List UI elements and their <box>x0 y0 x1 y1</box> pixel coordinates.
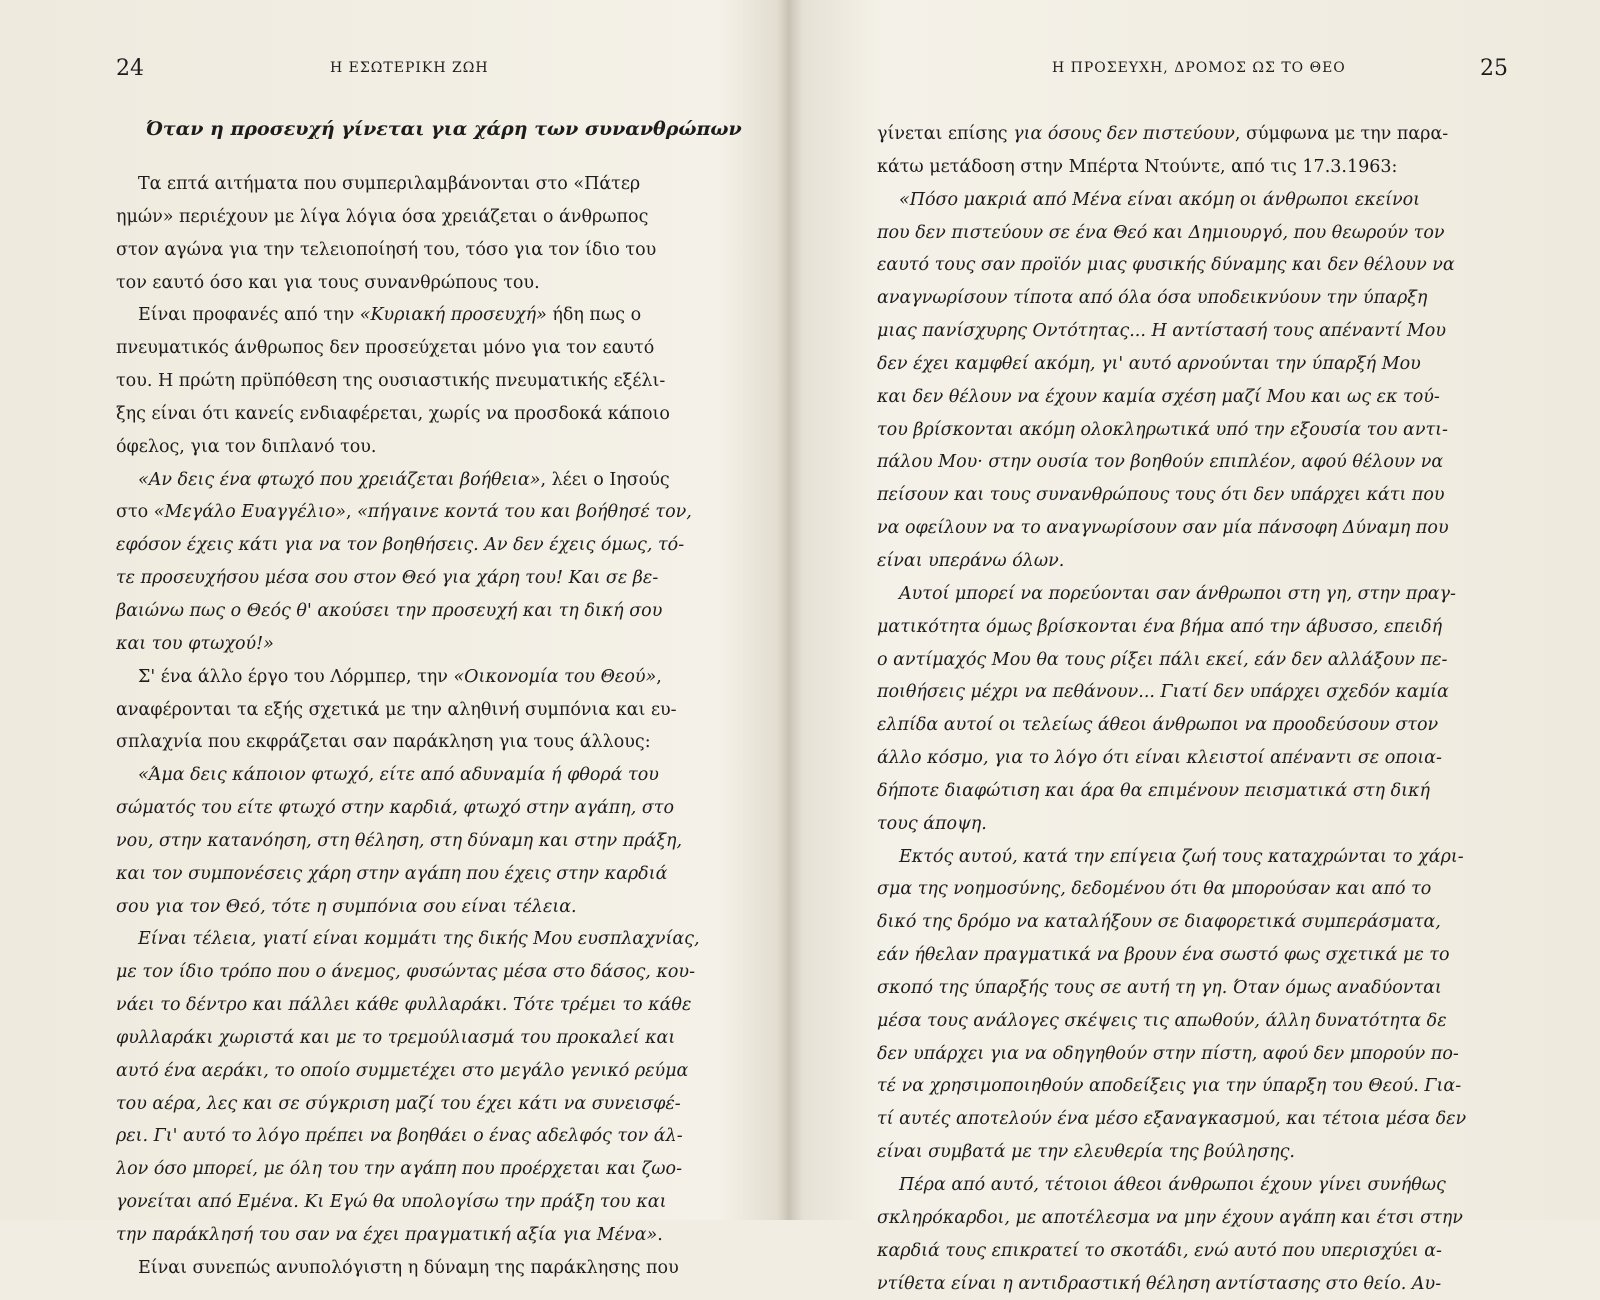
text-line <box>116 858 728 891</box>
text-run: , <box>345 502 358 523</box>
text-line <box>116 201 728 234</box>
right-page-body <box>877 118 1511 1300</box>
italic-text: ματικότητα όμως βρίσκονται ένα βήμα από την άβυσσο, επειδή <box>877 616 1443 637</box>
italic-text: «Αν δεις ένα φτωχό που χρειάζεται βοήθεια» <box>138 469 541 490</box>
text-line <box>116 891 728 924</box>
text-line <box>877 1235 1511 1268</box>
text-run: Σ' ένα άλλο έργο του Λόρμπερ, την <box>138 666 454 687</box>
text-line <box>116 825 728 858</box>
text-line <box>116 1022 728 1055</box>
italic-text: σκληρόκαρδοι, με αποτέλεσμα να μην έχουν αγάπη και έτσι στην <box>877 1207 1463 1228</box>
text-line <box>877 282 1511 315</box>
italic-text: σκοπό της ύπαρξής τους σε αυτή τη γη. Όταν όμως αναδύονται <box>877 977 1442 998</box>
text-line <box>116 1219 728 1252</box>
text-run: ξης είναι ότι κανείς ενδιαφέρεται, χωρίς να προσδοκά κάποιο <box>116 403 670 424</box>
italic-text: ο αντίμαχός Μου θα τους ρίξει πάλι εκεί, εάν δεν αλλάξουν πε- <box>877 649 1448 670</box>
text-line <box>116 661 728 694</box>
text-run: πνευματικός άνθρωπος δεν προσεύχεται μόνο για τον εαυτό <box>116 338 655 359</box>
text-run: Είναι συνεπώς ανυπολόγιστη η δύναμη της παράκλησης που <box>138 1257 679 1278</box>
text-line <box>116 989 728 1022</box>
italic-text: Πέρα από αυτό, τέτοιοι άθεοι άνθρωποι έχουν γίνει συνήθως <box>899 1175 1446 1195</box>
italic-text: νου, στην κατανόηση, στη θέληση, στη δύναμη και στην πράξη, <box>116 830 683 851</box>
page-number: 25 <box>1480 56 1508 81</box>
italic-text: αναγνωρίσουν τίποτα από όλα όσα υποδεικνύουν την ύπαρξη <box>877 288 1428 309</box>
italic-text: δεν υπάρχει για να οδηγηθούν στην πίστη, αφού δεν μπορούν πο- <box>877 1043 1459 1064</box>
italic-text: καρδιά τους επικρατεί το σκοτάδι, ενώ αυτό που υπερισχύει α- <box>877 1240 1442 1261</box>
text-run: τον εαυτό όσο και για τους συνανθρώπους του. <box>116 272 540 293</box>
italic-text: ελπίδα αυτοί οι τελείως άθεοι άνθρωποι να προοδεύσουν στον <box>877 715 1439 736</box>
text-run: , σύμφωνα με την παρα- <box>1234 124 1449 144</box>
italic-text: δήποτε διαφώτιση και άρα θα επιμένουν πεισματικά στη δική <box>877 780 1430 801</box>
text-line <box>116 923 728 956</box>
italic-text: εαυτό τους σαν προϊόν μιας φυσικής δύναμης και δεν θέλουν να <box>877 255 1455 276</box>
text-run: , <box>656 666 662 687</box>
italic-text: άλλο κόσμο, για το λόγο ότι είναι κλειστοί απέναντι σε οποια- <box>877 748 1442 769</box>
italic-text: τί αυτές αποτελούν ένα μέσο εξαναγκασμού, και τέτοια μέσα δεν <box>877 1109 1467 1130</box>
italic-text: μέσα τους ανάλογες σκέψεις τις απωθούν, άλλη δυνατότητα δε <box>877 1010 1447 1031</box>
italic-text: είναι συμβατά με την ελευθερία της βούλησης. <box>877 1142 1295 1163</box>
text-line <box>877 151 1511 184</box>
italic-text: ντίθετα είναι η αντιδραστική θέληση αντίστασης στο θείο. Αυ- <box>877 1273 1442 1294</box>
text-line <box>877 1070 1511 1103</box>
text-run: αναφέρονται τα εξής σχετικά με την αληθινή συμπόνια και ευ- <box>116 699 677 720</box>
text-run: γίνεται επίσης <box>877 124 1014 144</box>
italic-text: με τον ίδιο τρόπο που ο άνεμος, φυσώντας μέσα στο δάσος, κου- <box>116 962 695 983</box>
italic-text: εάν ήθελαν πραγματικά να βρουν ένα σωστό φως σχετικά με το <box>877 945 1450 966</box>
text-line <box>877 381 1511 414</box>
text-line <box>877 1169 1511 1202</box>
italic-text: που δεν πιστεύουν σε ένα Θεό και Δημιουργό, που θεωρούν τον <box>877 222 1445 243</box>
text-line <box>116 562 728 595</box>
text-line <box>877 184 1511 217</box>
italic-text: του αέρα, λες και σε σύγκριση μαζί του έχει κάτι να συνεισφέ- <box>116 1093 681 1114</box>
italic-text: και τον συμπονέσεις χάρη στην αγάπη που έχεις στην καρδιά <box>116 863 668 884</box>
text-run: όφελος, για τον διπλανό του. <box>116 436 377 457</box>
text-line <box>877 1038 1511 1071</box>
text-line <box>877 611 1511 644</box>
text-line <box>116 792 728 825</box>
left-page <box>0 0 790 1278</box>
italic-text: μιας πανίσχυρης Οντότητας... Η αντίστασή τους απέναντί Μου <box>877 321 1446 342</box>
text-line <box>116 759 728 792</box>
text-run: ημών» περιέχουν με λίγα λόγια όσα χρειάζεται ο άνθρωπος <box>116 206 649 227</box>
italic-text: «Μεγάλο Ευαγγέλιο» <box>153 502 346 523</box>
text-line <box>116 1153 728 1186</box>
text-line <box>116 1088 728 1121</box>
text-line <box>877 742 1511 775</box>
text-line <box>877 414 1511 447</box>
italic-text: είναι υπεράνω όλων. <box>877 550 1065 571</box>
italic-text: εφόσον έχεις κάτι για να τον βοηθήσεις. Αν δεν έχεις όμως, τό- <box>116 535 685 556</box>
text-line <box>877 446 1511 479</box>
italic-text: Είναι τέλεια, γιατί είναι κομμάτι της δικής Μου ευσπλαχνίας, <box>138 929 700 950</box>
text-run: του. Η πρώτη πρϋπόθεση της ουσιαστικής πνευματικής εξέλι- <box>116 371 666 392</box>
text-line <box>116 956 728 989</box>
text-line <box>877 972 1511 1005</box>
text-line <box>877 1268 1511 1300</box>
text-line <box>877 873 1511 906</box>
italic-text: τέ να χρησιμοποιηθούν αποδείξεις για την ύπαρξη του Θεού. Για- <box>877 1076 1462 1097</box>
text-run: σπλαχνία που εκφράζεται σαν παράκληση για τους άλλους: <box>116 732 651 753</box>
text-run: Τα επτά αιτήματα που συμπεριλαμβάνονται στο «Πάτερ <box>138 174 641 194</box>
text-line <box>877 249 1511 282</box>
left-page-body <box>116 168 728 1285</box>
text-line <box>877 545 1511 578</box>
text-line <box>877 118 1511 151</box>
italic-text: «πήγαινε κοντά του και βοήθησέ τον, <box>357 502 692 523</box>
text-line <box>116 595 728 628</box>
text-line <box>116 726 728 759</box>
italic-text: και του φτωχού!» <box>116 633 274 654</box>
text-line <box>116 1252 728 1285</box>
text-line <box>116 1186 728 1219</box>
text-line <box>116 299 728 332</box>
page-number: 24 <box>116 56 144 81</box>
italic-text: ποιθήσεις μέχρι να πεθάνουν... Γιατί δεν υπάρχει σχεδόν καμία <box>877 682 1449 703</box>
text-run: . <box>657 1225 663 1245</box>
text-line <box>116 1055 728 1088</box>
text-line <box>116 365 728 398</box>
italic-text: να οφείλουν να το αναγνωρίσουν σαν μία πάνσοφη Δύναμη που <box>877 518 1449 539</box>
italic-text: σου για τον Θεό, τότε η συμπόνια σου είναι τέλεια. <box>116 896 577 917</box>
text-line <box>877 578 1511 611</box>
text-line <box>877 479 1511 512</box>
text-line <box>877 644 1511 677</box>
text-line <box>877 841 1511 874</box>
italic-text: βαιώνω πως ο Θεός θ' ακούσει την προσευχή και τη δική σου <box>116 600 663 621</box>
text-line <box>116 431 728 464</box>
text-run: κάτω μετάδοση στην Μπέρτα Ντούντε, από τις 17.3.1963: <box>877 156 1398 177</box>
italic-text: «Κυριακή προσευχή» <box>359 305 547 326</box>
italic-text: νάει το δέντρο και πάλλει κάθε φυλλαράκι. Τότε τρέμει το κάθε <box>116 995 692 1016</box>
italic-text: ρει. Γι' αυτό το λόγο πρέπει να βοηθάει ο ένας αδελφός τον άλ- <box>116 1126 683 1147</box>
text-line <box>877 1136 1511 1169</box>
text-line <box>116 529 728 562</box>
text-line <box>877 512 1511 545</box>
text-line <box>877 1005 1511 1038</box>
italic-text: «Πόσο μακριά από Μένα είναι ακόμη οι άνθρωποι εκείνοι <box>899 189 1421 210</box>
section-heading: Όταν η προσευχή γίνεται για χάρη των συνανθρώπων <box>146 118 742 140</box>
text-line <box>877 808 1511 841</box>
italic-text: Εκτός αυτού, κατά την επίγεια ζωή τους καταχρώνται το χάρι- <box>899 846 1464 867</box>
italic-text: δικό της δρόμο να καταλήξουν σε διαφορετικά συμπεράσματα, <box>877 912 1441 933</box>
text-run: ήδη πως ο <box>546 305 642 326</box>
text-line <box>116 628 728 661</box>
text-line <box>116 398 728 431</box>
text-run: Είναι προφανές από την <box>138 305 360 326</box>
italic-text: πάλου Μου· στην ουσία τον βοηθούν επιπλέον, αφού θέλουν να <box>877 452 1444 473</box>
text-line <box>116 234 728 267</box>
text-line <box>877 775 1511 808</box>
italic-text: τε προσευχήσου μέσα σου στον Θεό για χάρη του! Και σε βε- <box>116 568 659 589</box>
text-line <box>116 332 728 365</box>
text-line <box>116 464 728 497</box>
text-line <box>116 694 728 727</box>
text-run: στον αγώνα για την τελειοποίησή του, τόσο για τον ίδιο του <box>116 239 657 260</box>
italic-text: φυλλαράκι χωριστά και με το τρεμούλιασμά του προκαλεί και <box>116 1027 676 1048</box>
italic-text: δεν έχει καμφθεί ακόμη, γι' αυτό αρνούνται την ύπαρξή Μου <box>877 353 1421 374</box>
text-line <box>877 1202 1511 1235</box>
italic-text: σώματός του είτε φτωχό στην καρδιά, φτωχό στην αγάπη, στο <box>116 798 675 819</box>
text-line <box>116 1120 728 1153</box>
text-line <box>877 1103 1511 1136</box>
text-line <box>877 348 1511 381</box>
italic-text: και δεν θέλουν να έχουν καμία σχέση μαζί Μου και ως εκ τού- <box>877 386 1440 407</box>
italic-text: τους άποψη. <box>877 813 987 834</box>
text-line <box>116 267 728 300</box>
italic-text: του βρίσκονται ακόμη ολοκληρωτικά υπό την εξουσία του αντι- <box>877 419 1448 440</box>
text-line <box>116 496 728 529</box>
text-run: , λέει ο Ιησούς <box>540 469 670 490</box>
italic-text: για όσους δεν πιστεύουν <box>1013 124 1235 144</box>
text-line <box>877 676 1511 709</box>
right-page <box>800 0 1600 1294</box>
running-head: Η ΕΣΩΤΕΡΙΚΗ ΖΩΗ <box>330 60 489 76</box>
italic-text: πείσουν και τους συνανθρώπους τους ότι δεν υπάρχει κάτι που <box>877 485 1445 506</box>
italic-text: «Οικονομία του Θεού» <box>453 666 657 687</box>
italic-text: αυτό ένα αεράκι, το οποίο συμμετέχει στο μεγάλο γενικό ρεύμα <box>116 1060 689 1081</box>
running-head: Η ΠΡΟΣΕΥΧΗ, ΔΡΟΜΟΣ ΩΣ ΤΟ ΘΕΟ <box>1052 60 1346 76</box>
text-line <box>877 906 1511 939</box>
italic-text: σμα της νοημοσύνης, δεδομένου ότι θα μπορούσαν και από το <box>877 879 1432 900</box>
italic-text: την παράκλησή του σαν να έχει πραγματική αξία για Μένα» <box>116 1225 658 1245</box>
italic-text: Αυτοί μπορεί να πορεύονται σαν άνθρωποι στη γη, στην πραγ- <box>899 583 1456 604</box>
italic-text: «Άμα δεις κάποιον φτωχό, είτε από αδυναμία ή φθορά του <box>138 765 659 786</box>
italic-text: λον όσο μπορεί, με όλη του την αγάπη που προέρχεται και ζωο- <box>116 1159 682 1180</box>
text-line <box>877 315 1511 348</box>
text-line <box>116 168 728 201</box>
text-line <box>877 939 1511 972</box>
text-line <box>877 217 1511 250</box>
text-line <box>877 709 1511 742</box>
text-run: στο <box>116 502 154 523</box>
italic-text: γονείται από Εμένα. Κι Εγώ θα υπολογίσω την πράξη του και <box>116 1192 667 1213</box>
